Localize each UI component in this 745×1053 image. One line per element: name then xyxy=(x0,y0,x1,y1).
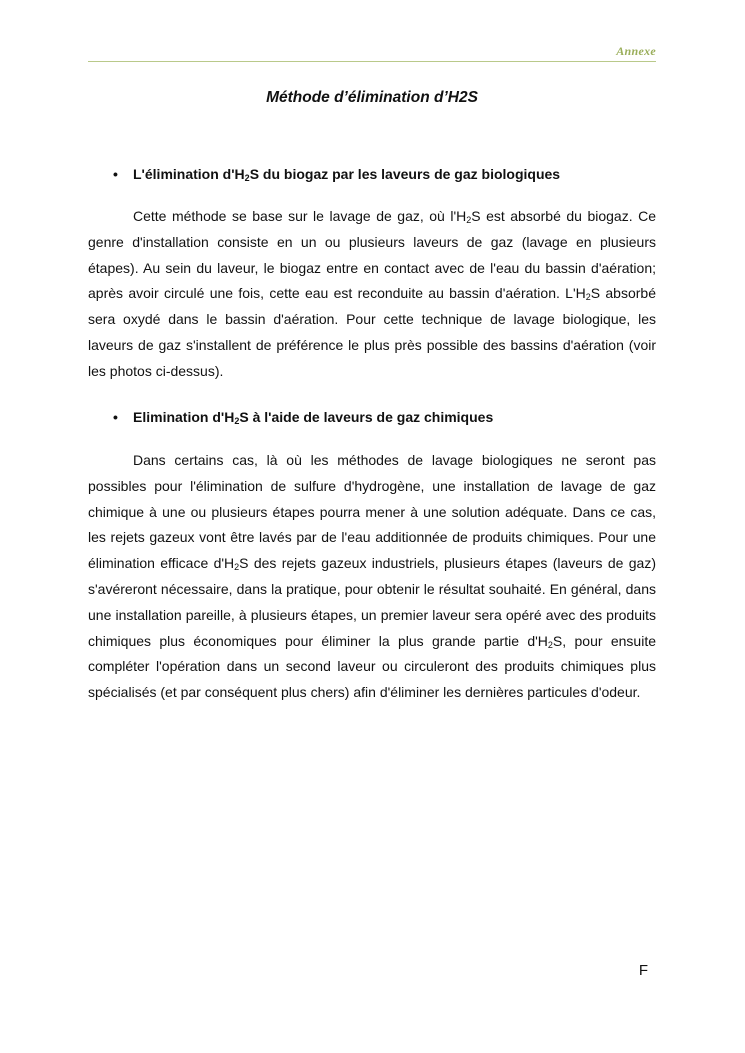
subscript: 2 xyxy=(585,292,591,303)
paragraph-text: Cette méthode se base sur le lavage de gaz, où l'H xyxy=(133,208,467,224)
bullet-icon: • xyxy=(113,409,118,425)
section-heading-text xyxy=(133,409,493,425)
paragraph-text: S, pour ensuite compléter l'opération dans un second laveur ou circuleront des produits chimiques plus spécialisés (et par conséquent plus chers) afin d'éliminer les dernières particules d'odeur. xyxy=(88,632,657,701)
header-rule xyxy=(88,61,656,62)
running-header: Annexe xyxy=(616,44,656,58)
subscript: 2 xyxy=(547,639,553,650)
document-title: Méthode d’élimination d’H2S xyxy=(266,89,478,106)
heading-text-part: S du biogaz par les laveurs de gaz biologiques xyxy=(249,166,561,182)
paragraph-text: S des rejets gazeux industriels, plusieurs étapes (laveurs de gaz) s'avéreront nécessaire, dans la pratique, pour obtenir le résultat souhaité. En général, dans une installation pareille, à plusieurs étapes, un premier laveur sera opéré avec des produits chimiques plus économiques pour éliminer la plus grande partie d'H xyxy=(88,555,656,649)
paragraph-biological xyxy=(88,204,656,385)
paragraph-text: S absorbé sera oxydé dans le bassin d'aération. Pour cette technique de lavage biologique, les laveurs de gaz s'installent de préférence le plus près possible des bassins d'aération (voir les photos ci-dessus). xyxy=(88,285,656,379)
subscript: 2 xyxy=(234,416,240,426)
section-heading-text xyxy=(133,166,560,182)
bullet-icon: • xyxy=(113,166,118,182)
heading-text-part: L'élimination d'H xyxy=(133,166,245,182)
heading-text-part: Elimination d'H xyxy=(133,409,235,425)
subscript: 2 xyxy=(234,562,240,573)
subscript: 2 xyxy=(466,215,472,225)
heading-text-part: S à l'aide de laveurs de gaz chimiques xyxy=(239,409,494,425)
paragraph-text: S est absorbé du biogaz. Ce genre d'installation consiste en un ou plusieurs laveurs de gaz (lavage en plusieurs étapes). Au sein du laveur, le biogaz entre en contact avec de l'eau du bassin d'aération; après avoir circulé une fois, cette eau est reconduite au bassin d'aération. L'H xyxy=(88,208,656,302)
paragraph-chemical xyxy=(88,448,656,706)
page-marker: F xyxy=(638,962,648,979)
paragraph-text: Dans certains cas, là où les méthodes de lavage biologiques ne seront pas possibles pour l'élimination de sulfure d'hydrogène, une installation de lavage de gaz chimique à une ou plusieurs étapes pourra mener à une solution adéquate. Dans ce cas, les rejets gazeux vont être lavés par de l'eau additionnée de produits chimiques. Pour une élimination efficace d'H xyxy=(88,452,656,572)
subscript: 2 xyxy=(244,173,250,183)
